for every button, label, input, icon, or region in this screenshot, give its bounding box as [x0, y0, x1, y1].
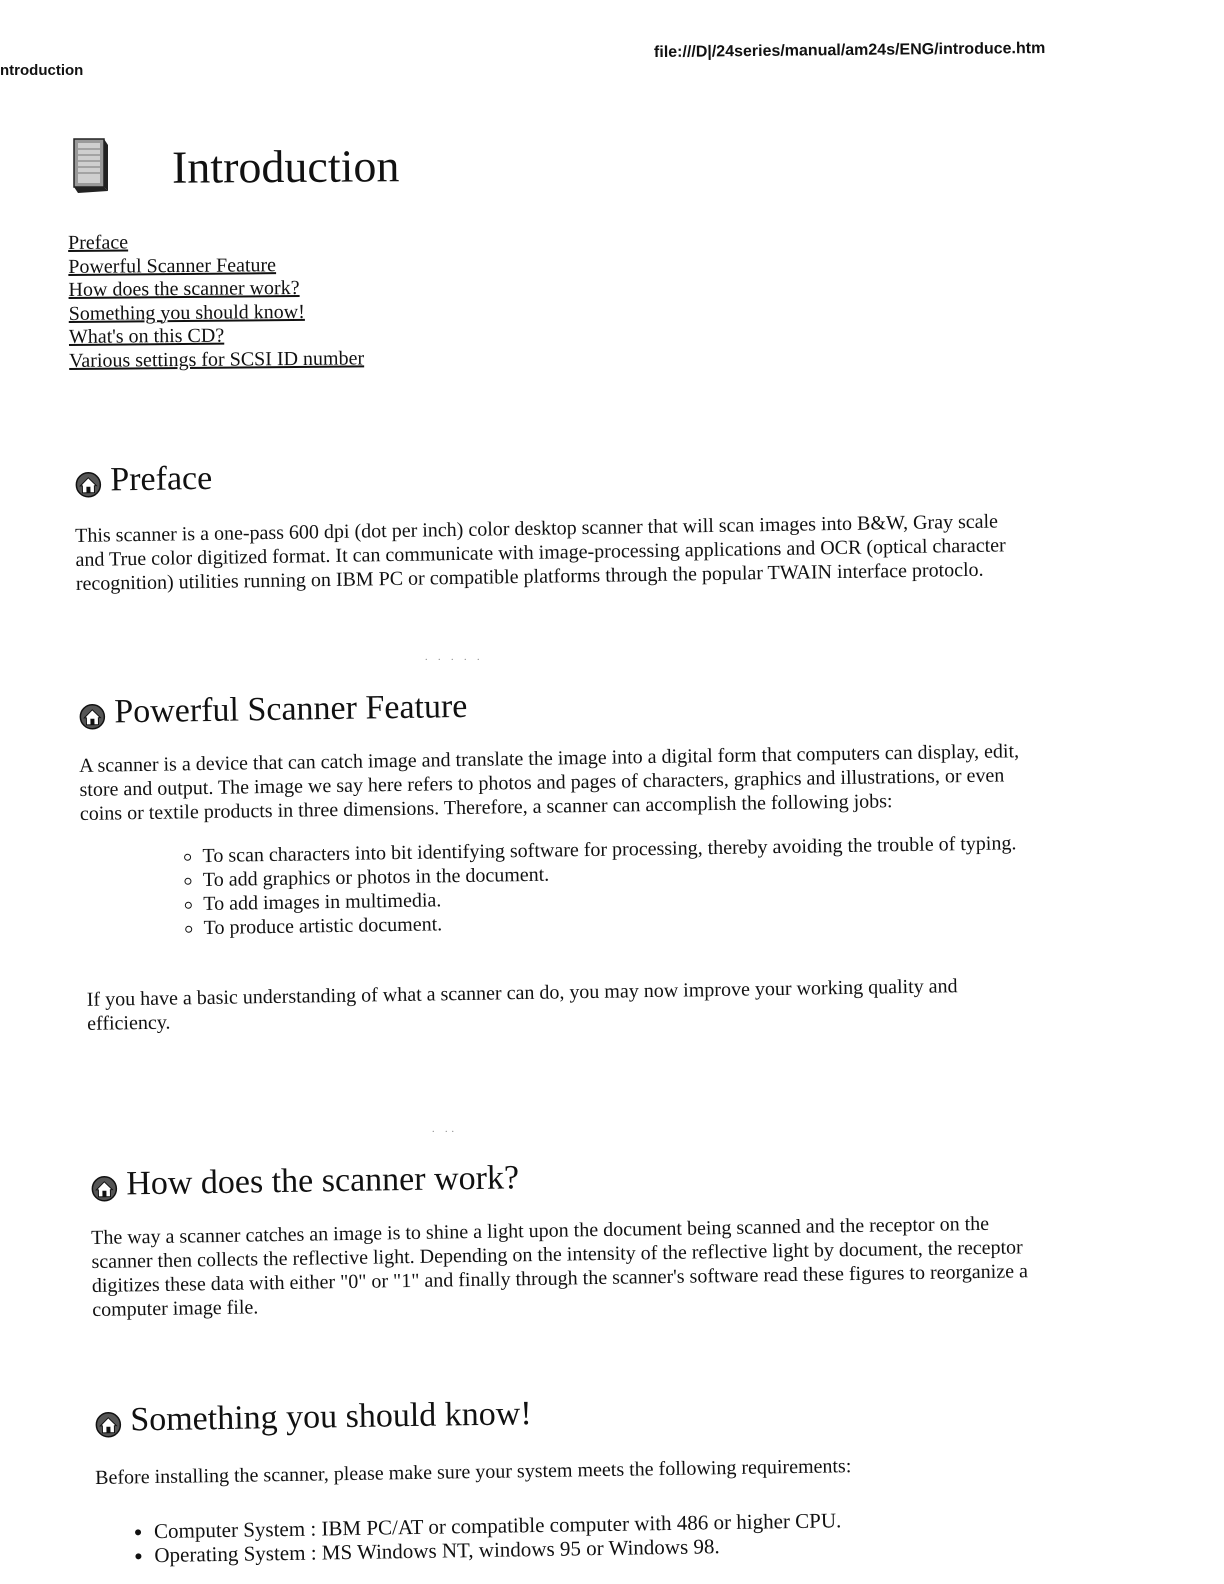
toc-link-preface[interactable]: Preface — [68, 231, 129, 254]
toc-link-cd[interactable]: What's on this CD? — [68, 324, 225, 348]
header-left-title: ntroduction — [0, 62, 84, 79]
scan-dots-1: . . . . . — [425, 652, 484, 663]
home-icon[interactable] — [90, 1175, 118, 1203]
section-know — [94, 1387, 1036, 1568]
toc-link-feature[interactable]: Powerful Scanner Feature — [68, 253, 277, 278]
page-title: Introduction — [171, 139, 400, 193]
section-feature — [78, 679, 1035, 1036]
feature-job-list — [202, 831, 1033, 940]
know-paragraph: Before installing the scanner, please make sure your system meets the following requirements: — [95, 1455, 852, 1489]
list-item: • Operating System : MS Windows NT, windows 95 or Windows 98. — [154, 1529, 1036, 1567]
section-title-preface: Preface — [109, 459, 213, 499]
list-item: ◦ To scan characters into bit identifying software for processing, thereby avoiding the trouble of typing. — [202, 831, 1032, 868]
list-item: ◦ To add images in multimedia. — [203, 879, 1033, 916]
section-work — [90, 1151, 1047, 1322]
page-title-block — [70, 135, 399, 197]
work-paragraph: The way a scanner catches an image is to shine a light upon the document being scanned and the receptor on the scanner then collects the reflective light. Depending on the intensity of the reflective light by document, the receptor digitizes these data with either "0" or "1" and finally through the scanner's software read these figures to reorganize a computer image file. — [90, 1212, 1029, 1321]
section-title-know: Something you should know! — [129, 1395, 532, 1439]
section-title-work: How does the scanner work? — [125, 1159, 520, 1203]
header-file-path: file:///D|/24series/manual/am24s/ENG/introduce.htm — [653, 39, 1046, 62]
feature-closing-paragraph: If you have a basic understanding of what a scanner can do, you may now improve your working quality and efficiency. — [86, 975, 958, 1035]
book-icon — [70, 135, 112, 197]
toc-link-know[interactable]: Something you should know! — [68, 300, 305, 325]
home-icon[interactable] — [74, 471, 102, 499]
home-icon[interactable] — [78, 703, 106, 731]
toc-link-work[interactable]: How does the scanner work? — [68, 276, 300, 301]
home-icon[interactable] — [94, 1411, 122, 1439]
section-preface — [74, 447, 1026, 596]
list-item: ◦ To add graphics or photos in the document. — [203, 855, 1033, 892]
feature-paragraph: A scanner is a device that can catch image and translate the image into a digital form that computers can display, edit, store and output. The image we say here refers to photos and pages of characters, graphics and illustrations, or even coins or textile products in three dimensions. Therefore, a scanner can accomplish the following jobs: — [78, 740, 1020, 825]
requirements-list — [154, 1505, 1037, 1567]
list-item: ◦ To produce artistic document. — [204, 903, 1034, 940]
preface-paragraph: This scanner is a one-pass 600 dpi (dot per inch) color desktop scanner that will scan images into B&W, Gray scale and True color digitized format. It can communicate with image-processing applications and OCR (optical character recognition) utilities running on IBM PC or compatible platforms through the popular TWAIN interface protoclo. — [74, 510, 1006, 595]
scan-dots-2: . .. — [432, 1124, 458, 1135]
table-of-contents — [68, 229, 364, 373]
toc-link-scsi[interactable]: Various settings for SCSI ID number — [69, 346, 365, 372]
list-item: • Computer System : IBM PC/AT or compatible computer with 486 or higher CPU. — [154, 1505, 1036, 1543]
section-title-feature: Powerful Scanner Feature — [113, 687, 468, 731]
